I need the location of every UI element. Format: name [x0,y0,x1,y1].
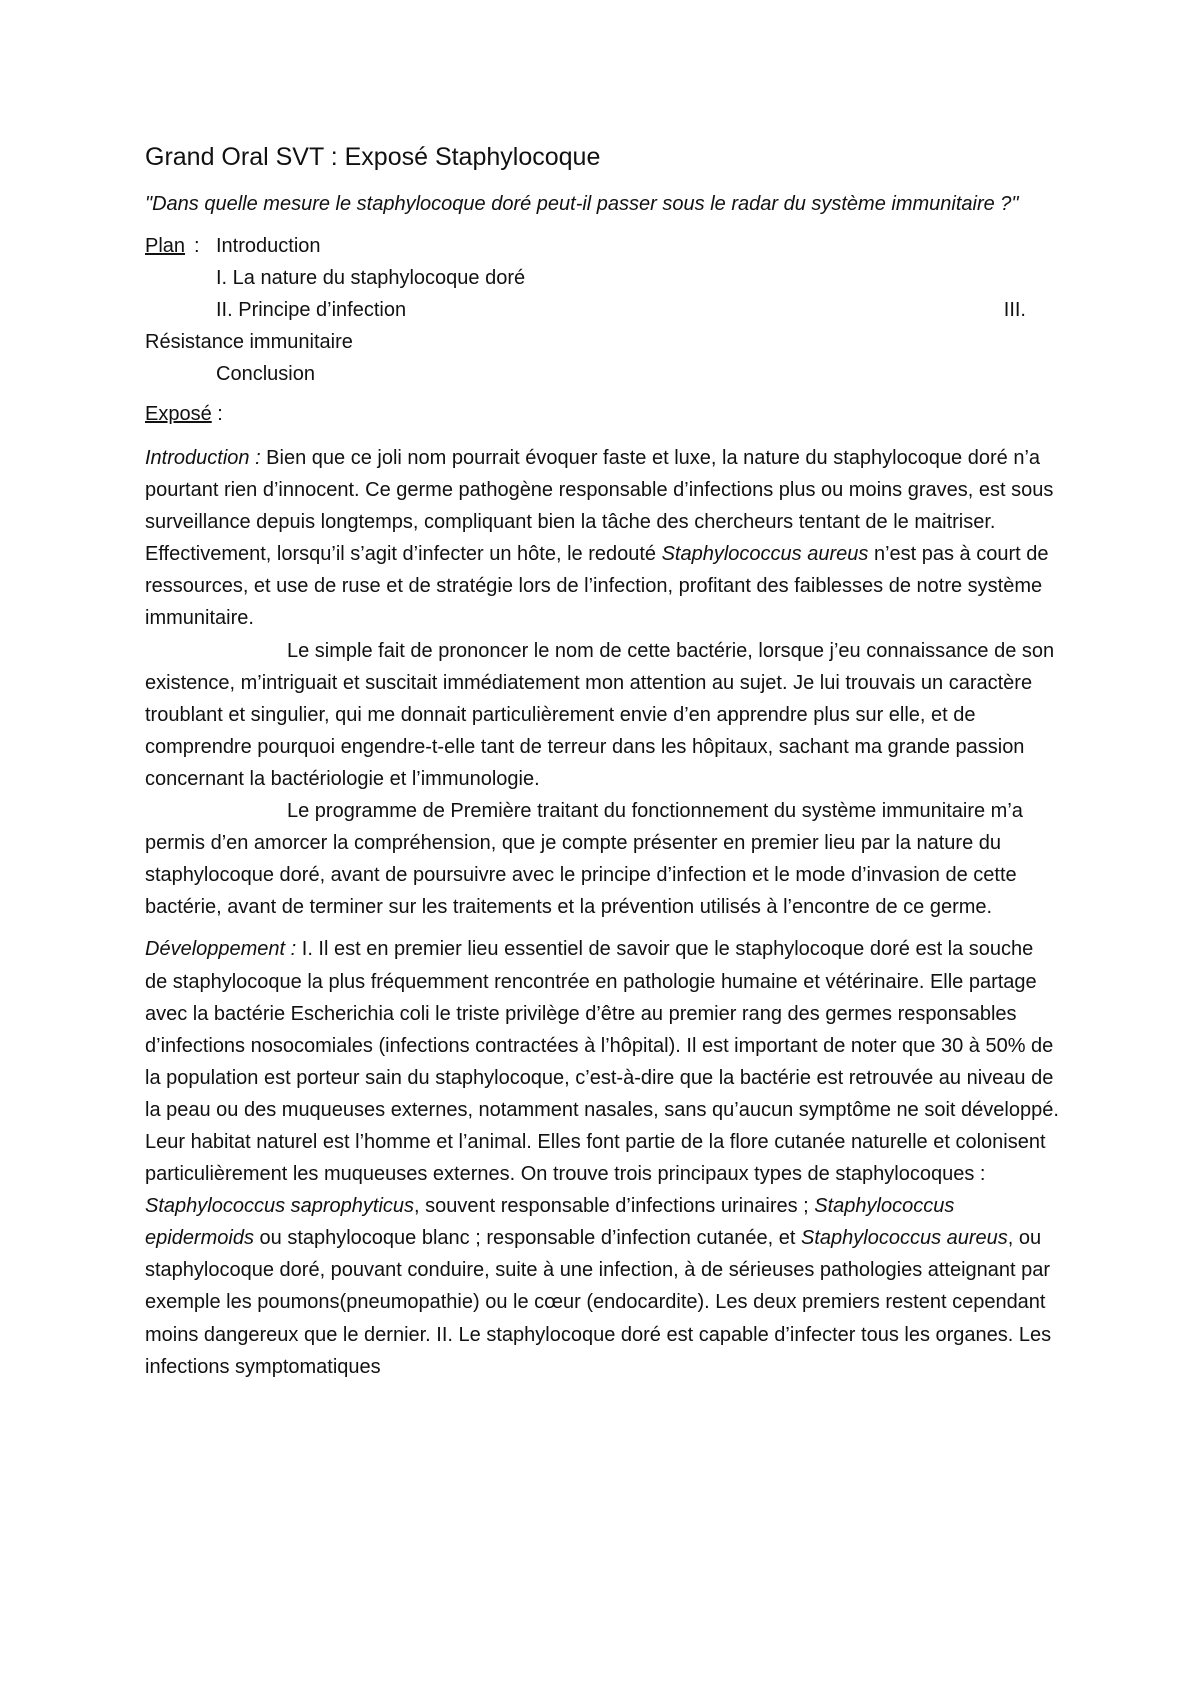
development-paragraph [145,933,1060,1382]
plan-row-5 [145,358,1060,390]
expose-heading-colon: : [211,403,223,425]
expose-heading-label: Exposé [145,403,212,425]
development-text-2: , souvent responsable d’infections urinaires ; [414,1195,815,1218]
plan-colon: : [194,235,200,257]
development-text-1: I. Il est en premier lieu essentiel de savoir que le staphylocoque doré est la souche de staphylocoque la plus fréquemment rencontrée en pathologie humaine et vétérinaire. Elle partage avec la bactérie Escherichia coli le triste privilège d’être au premier rang des germes responsables d’infections nosocomiales (infections contractées à l’hôpital). Il est important de noter que 30 à 50% de la population est porteur sain du staphylocoque, c’est-à-dire que la bactérie est retrouvée au niveau de la peau ou des muqueuses externes, notamment nasales, sans qu’aucun symptôme ne soit développé. Leur habitat naturel est l’homme et l’animal. Elles font partie de la flore cutanée naturelle et colonisent particulièrement les muqueuses externes. On trouve trois principaux types de staphylocoques : [145,938,1059,1186]
species-aureus: Staphylococcus aureus [801,1227,1008,1250]
plan-item-part-3: Résistance immunitaire [145,331,353,353]
plan-item-introduction: Introduction [216,235,321,257]
intro-paragraph-1 [145,442,1060,635]
intro-label: Introduction : [145,447,261,469]
plan-row-2 [145,262,1060,294]
intro-text-3: Le programme de Première traitant du fonctionnement du système immunitaire m’a permis d’en amorcer la compréhension, que je compte présenter en premier lieu par la nature du staphylocoque doré, avant de poursuivre avec le principe d’infection et le mode d’invasion de cette bactérie, avant de terminer sur les traitements et la prévention utilisés à l’encontre de ce germe. [145,800,1023,919]
intro-paragraph-3 [145,795,1060,923]
problem-question: "Dans quelle mesure le staphylocoque doré peut-il passer sous le radar du système immunitaire ?" [145,193,1019,215]
species-saprophyticus: Staphylococcus saprophyticus [145,1195,415,1218]
intro-text-1: Bien que ce joli nom pourrait évoquer faste et luxe, la nature du staphylocoque doré n’a pourtant rien d’innocent. Ce germe pathogène responsable d’infections plus ou moins graves, est sous surveillance depuis longtemps, compliquant bien la tâche des chercheurs tentant de le maitriser. Effectivement, lorsqu’il s’agit d’infecter un hôte, le redouté [145,447,1054,566]
development-text-4: , ou staphylocoque doré, pouvant conduire, suite à une infection, à de sérieuses pathologies atteignant par exemple les poumons(pneumopathie) ou le cœur (endocardite). Les deux premiers restent cependant moins dangereux que le dernier. II. Le staphylocoque doré est capable d’infecter tous les organes. Les infections symptomatiques [145,1227,1052,1378]
intro-text-2: Le simple fait de prononcer le nom de cette bactérie, lorsque j’eu connaissance de son existence, m’intriguait et suscitait immédiatement mon attention au sujet. Je lui trouvais un caractère troublant et singulier, qui me donnait particulièrement envie d’en apprendre plus sur elle, et de comprendre pourquoi engendre-t-elle tant de terreur dans les hôpitaux, sachant ma grande passion concernant la bactériologie et l’immunologie. [145,639,1055,790]
plan-row-4 [145,326,1060,358]
species-epidermoids: Staphylococcus epidermoids [145,1195,955,1250]
development-text-3: ou staphylocoque blanc ; responsable d’infection cutanée, et [253,1227,801,1250]
plan-item-part-1: I. La nature du staphylocoque doré [216,267,526,289]
intro-text-1-end: n’est pas à court de ressources, et use de ruse et de stratégie lors de l’infection, profitant des faiblesses de notre système immunitaire. [145,543,1049,630]
plan-item-conclusion: Conclusion [216,363,315,385]
plan-row-1 [145,230,1060,262]
plan-label: Plan [145,235,186,257]
document-title: Grand Oral SVT : Exposé Staphylocoque [145,143,601,171]
plan-row-3 [145,294,1060,326]
development-label: Développement : [145,938,297,961]
plan-item-part-3-number: III. [1003,299,1026,321]
intro-paragraph-2 [145,635,1060,795]
intro-species-name: Staphylococcus aureus [661,543,869,566]
plan-item-part-2: II. Principe d’infection [216,299,407,321]
document-content [145,140,1060,1383]
expose-heading [145,398,1060,430]
plan-section [145,230,1060,390]
